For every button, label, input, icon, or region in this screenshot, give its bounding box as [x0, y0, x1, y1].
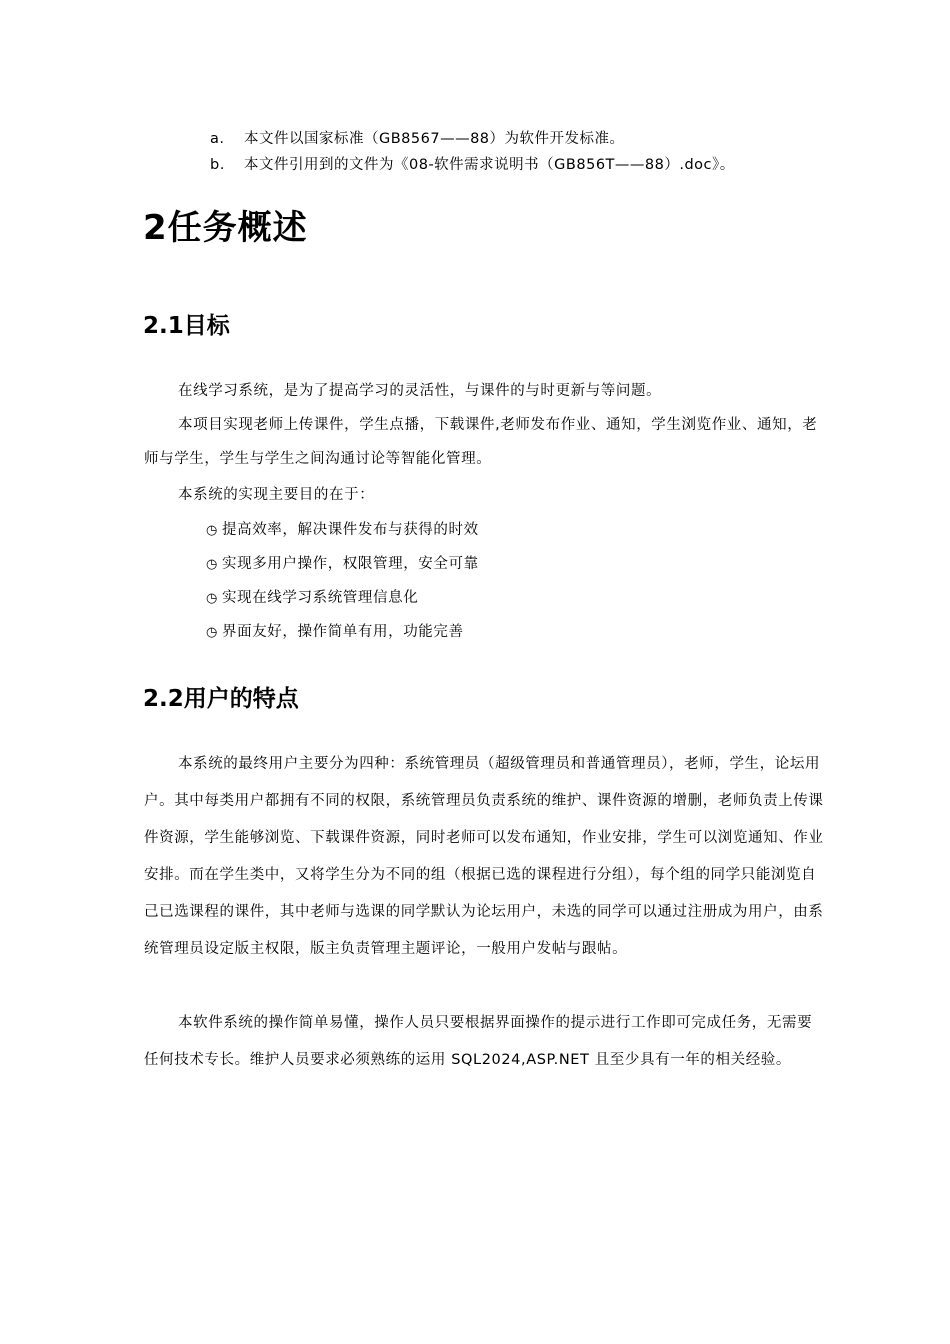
paragraph: 在线学习系统，是为了提高学习的灵活性，与课件的与时更新与等问题。 — [178, 383, 662, 399]
section-heading-2: 2任务概述 — [143, 208, 308, 248]
reference-item-a — [210, 127, 625, 148]
reference-text: 本文件引用到的文件为《08-软件需求说明书（GB856T——88）.doc》。 — [244, 157, 735, 173]
clock-icon: ◷ — [206, 523, 218, 538]
paragraph: 本系统的实现主要目的在于： — [178, 487, 375, 503]
paragraph: 本项目实现老师上传课件，学生点播，下载课件,老师发布作业、通知，学生浏览作业、通知，老师与学生，学生与学生之间沟通讨论等智能化管理。 — [144, 417, 818, 467]
reference-text: 本文件以国家标准（GB8567——88）为软件开发标准。 — [244, 131, 625, 147]
paragraph: 本系统的最终用户主要分为四种：系统管理员（超级管理员和普通管理员），老师，学生，论坛用户。其中每类用户都拥有不同的权限，系统管理员负责系统的维护、课件资源的增删，老师负责上传课件资源，学生能够浏览、下载课件资源，同时老师可以发布通知，作业安排，学生可以浏览通知、作业安排。而在学生类中，又将学生分为不同的组（根据已选的课程进行分组），每个组的同学只能浏览自己已选课程的课件，其中老师与选课的同学默认为论坛用户，未选的同学可以通过注册成为用户，由系统管理员设定版主权限，版主负责管理主题评论，一般用户发帖与跟帖。 — [144, 756, 824, 957]
paragraph: 本软件系统的操作简单易懂，操作人员只要根据界面操作的提示进行工作即可完成任务，无需要任何技术专长。维护人员要求必须熟练的运用 SQL2024,ASP.NET 且至少具有一年的相关经验。 — [144, 1015, 813, 1068]
goal-item: ◷ 界面友好，操作简单有用，功能完善 — [206, 624, 464, 640]
goal-item: ◷ 提高效率，解决课件发布与获得的时效 — [206, 522, 479, 538]
reference-item-b — [210, 153, 735, 174]
clock-icon: ◷ — [206, 591, 218, 606]
subsection-heading-2-2: 2.2用户的特点 — [143, 686, 299, 712]
list-marker: b. — [210, 157, 225, 173]
goal-item: ◷ 实现多用户操作，权限管理，安全可靠 — [206, 556, 479, 572]
clock-icon: ◷ — [206, 625, 218, 640]
list-marker: a. — [210, 131, 225, 147]
clock-icon: ◷ — [206, 557, 218, 572]
goal-item: ◷ 实现在线学习系统管理信息化 — [206, 590, 419, 606]
subsection-heading-2-1: 2.1目标 — [143, 313, 230, 339]
